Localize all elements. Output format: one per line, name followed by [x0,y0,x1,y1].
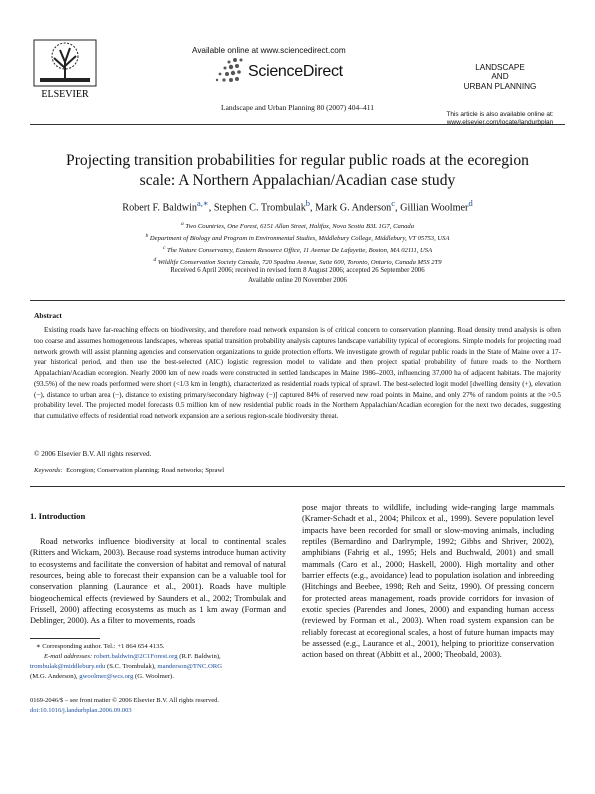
elsevier-tree-logo [30,38,100,100]
author-name: Stephen C. Trombulak [213,202,306,214]
keywords-list: Ecoregion; Conservation planning; Road networks; Sprawl [66,467,225,474]
header-divider [30,124,565,125]
author-name: Gillian Woolmer [400,202,469,214]
email-link[interactable]: gwoolmer@wcs.org [79,672,134,680]
abstract-divider-bottom [30,486,565,487]
affiliations [30,220,565,268]
article-dates: Received 6 April 2006; received in revised form 8 August 2006; accepted 26 September 2006 Available online 20 November 2006 [170,267,425,284]
sciencedirect-dots-icon [205,54,245,86]
abstract-divider-top [30,300,565,301]
abstract-text: Existing roads have far-reaching effects on biodiversity, and therefore road network expansion is of critical concern to conservation planning. Road density trend analysis is often too coarse and assumes homogeneous landscapes, whereas spatial transition probability analysis captures landscape variability typical of ecoregions. Simple models for projecting road network growth will assist planning agencies and conservation organizations to guide protection efforts. We investigate growth of regular public roads in the State of Maine over a 17-year historical period, and then use the best-selected (AIC) logistic regression model to validate and then project spatial probability of future roads to the Northern Appalachian/Acadian ecoregion. Nearly 2000 km of new roads were constructed in settled landscapes in Maine 1986–2003, influencing 37,000 ha of adjacent habitats. The majority (93.5%) of the new roads performed were short (<1/3 km in length), characterized as residential roads typical of sprawl. The best-selected logit model [dwelling density (+), elevation (−), distance to urban area (−), distance to existing primary/secondary highway (−)] captured 84% of reserved new road points in Maine, and only 27% of random points at the >0.5 probability level. The projected model forecasts 0.5 million km of new residential public roads in the Northern Appalachian/Acadian ecoregion for the next two decades, suggesting that cumulative effects of residential road network expansion are a serious region-scale biodiversity threat. [34,326,561,420]
copyright-notice: © 2006 Elsevier B.V. All rights reserved. [34,450,152,458]
journal-title-logo: LANDSCAPE AND URBAN PLANNING [463,63,537,91]
issn-line: 0169-2046/$ – see front matter © 2006 Elsevier B.V. All rights reserved. [30,697,219,704]
author-name: Robert F. Baldwin [122,202,198,214]
section-heading: 1. Introduction [30,511,86,521]
paper-title: Projecting transition probabilities for regular public roads at the ecoregion scale: A Northern Appalachian/Acadian case study [66,152,529,189]
affiliation: $^c$ The Nature Conservancy, Eastern Resource Office, 11 Avenue De Lafayette, Boston, MA 02111, USA [162,245,433,255]
abstract-heading: Abstract [34,311,62,320]
affiliation: $^b$ Department of Biology and Program in Environmental Studies, Middlebury College, Middlebury, VT 05753, USA [145,233,450,243]
email-link[interactable]: trombulak@middlebury.edu [30,662,106,670]
doi-link[interactable]: doi:10.1016/j.landurbplan.2006.09.003 [30,706,132,714]
body-column-left: Road networks influence biodiversity at local to continental scales (Ritters and Wickam, 2003). Because road systems introduce human activity to ecosystems and facilitate the conversion of habitat and removal of natural resources, being able to forecast their expansion can be a valuable tool for conservation planning (Laurance et al., 2001). Roads have multiple biogeochemical effects (reviewed by Saunders et al., 2002; Trombulak and Frissell, 2000) affecting ecosystems as much as 1 km away (Forman and Deblinger, 2000). As a filter to movements, roads [30,537,286,626]
affiliation: $^d$ Wildlife Conservation Society Canada, 720 Spadina Avenue, Suite 600, Toronto, Ontario, Canada M5S 2T9 [153,257,442,267]
footnote-divider [30,638,100,639]
sciencedirect-wordmark: ScienceDirect [248,63,343,80]
front-matter [30,696,290,716]
journal-url[interactable]: This article is also available online at: www.elsevier.com/locate/landurbplan [446,111,554,126]
footnotes: ∗ Corresponding author. Tel.: +1 864 654 4135. E-mail addresses: robert.baldwin@2C1Forest.org (R.F. Baldwin), trombulak@middlebury.edu (S.C. Trombulak), manderson@TNC.ORG (M.G. Anderson), gwoolmer@wcs.org (G. Woolmer). [30,642,290,682]
corresponding-author-note: ∗ Corresponding author. Tel.: +1 864 654 4135. [36,643,165,650]
keywords [34,467,224,474]
publisher-name: ELSEVIER [41,89,89,100]
journal-reference: Landscape and Urban Planning 80 (2007) 404–411 [220,103,375,112]
author-name: Mark G. Anderson [315,202,392,214]
keywords-label: Keywords: [34,467,63,474]
email-link[interactable]: manderson@TNC.ORG [157,662,223,670]
available-online-text: Available online at www.sciencedirect.com [192,46,346,55]
author-list: Robert F. Baldwin$^{a,∗}$, Stephen C. Trombulak$^b$, Mark G. Anderson$^c$, Gillian Woolmer$^d$ [122,198,473,214]
email-link[interactable]: robert.baldwin@2C1Forest.org [93,652,178,660]
affiliation: $^a$ Two Countries, One Forest, 6151 Allan Street, Halifax, Nova Scotia B3L 1G7, Canada [180,221,415,231]
body-column-right: pose major threats to wildlife, including wide-ranging large mammals (Kramer-Schadt et al., 2004; Philcox et al., 1999). Severe population level impacts have been recorded for small or slow-moving animals, including reptiles (Bernardino and Darlrymple, 1992; Gibbs and Shriver, 2002), amphibians (Fahrig et al., 1995; Hels and Buchwald, 2001) and small mammals (Caro et al., 2000; Haskell, 2000). High mortality and other barrier effects (e.g., avoidance) lead to population isolation and inbreeding (Hitchings and Beebee, 1998; Reh and Seitz, 1990). Of pressing concern for protected areas management, roads provide corridors for invasion of exotic species (Parendes and Jones, 2000) and expanding human access (reviewed by Forman et al., 2003). When road system expansion can be reliably forecast at ecoregional scales, a host of future human impacts may be assessed (e.g., Laurance et al., 2001), helping to prioritize conservation action based on threat (Abbitt et al., 2000; Theobald, 2003). [302,503,554,660]
